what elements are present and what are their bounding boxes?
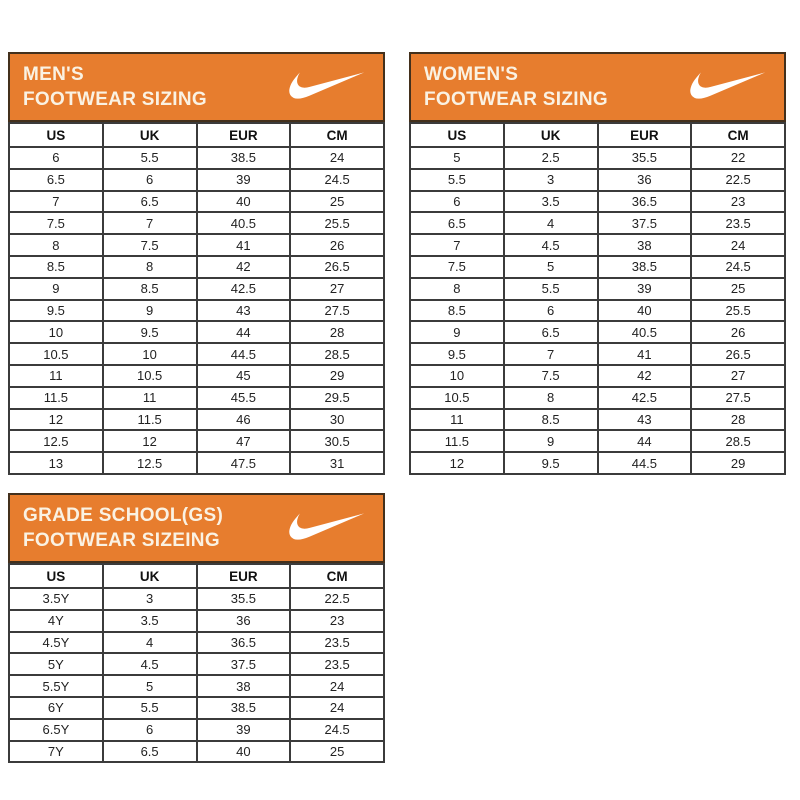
table-cell: 40 <box>598 300 692 322</box>
table-cell: 24.5 <box>290 719 384 741</box>
column-header-us: US <box>9 564 103 588</box>
column-header-uk: UK <box>103 123 197 147</box>
table-cell: 7.5 <box>504 365 598 387</box>
table-cell: 29 <box>290 365 384 387</box>
table-cell: 40 <box>197 741 291 763</box>
table-cell: 4 <box>103 632 197 654</box>
table-row <box>9 169 384 191</box>
table-cell: 9.5 <box>410 343 504 365</box>
table-cell: 24 <box>691 234 785 256</box>
table-cell: 12 <box>103 430 197 452</box>
table-cell: 23.5 <box>290 632 384 654</box>
womens-sizing-section <box>409 52 786 475</box>
table-cell: 10 <box>410 365 504 387</box>
table-cell: 6 <box>103 169 197 191</box>
table-cell: 8 <box>9 234 103 256</box>
mens-header-band <box>8 52 385 122</box>
womens-header-band <box>409 52 786 122</box>
table-cell: 5.5 <box>504 278 598 300</box>
table-cell: 5.5 <box>410 169 504 191</box>
table-cell: 42.5 <box>598 387 692 409</box>
table-cell: 8.5 <box>410 300 504 322</box>
table-cell: 37.5 <box>197 653 291 675</box>
table-cell: 7.5 <box>410 256 504 278</box>
table-cell: 3.5Y <box>9 588 103 610</box>
table-cell: 10.5 <box>103 365 197 387</box>
table-cell: 45.5 <box>197 387 291 409</box>
table-row <box>9 588 384 610</box>
column-header-uk: UK <box>504 123 598 147</box>
table-cell: 3 <box>504 169 598 191</box>
table-cell: 7Y <box>9 741 103 763</box>
table-cell: 37.5 <box>598 212 692 234</box>
table-row <box>410 278 785 300</box>
table-cell: 8.5 <box>504 409 598 431</box>
column-header-row <box>9 123 384 147</box>
column-header-us: US <box>410 123 504 147</box>
table-row <box>9 387 384 409</box>
table-row <box>410 234 785 256</box>
table-cell: 7.5 <box>103 234 197 256</box>
table-row <box>9 365 384 387</box>
table-cell: 5 <box>103 675 197 697</box>
womens-size-table <box>409 122 786 475</box>
table-cell: 42 <box>598 365 692 387</box>
table-cell: 29 <box>691 452 785 474</box>
table-cell: 26 <box>290 234 384 256</box>
table-cell: 4Y <box>9 610 103 632</box>
table-cell: 7 <box>410 234 504 256</box>
table-cell: 5.5 <box>103 147 197 169</box>
table-cell: 46 <box>197 409 291 431</box>
table-cell: 11 <box>103 387 197 409</box>
table-cell: 47 <box>197 430 291 452</box>
table-cell: 27 <box>290 278 384 300</box>
table-cell: 6 <box>9 147 103 169</box>
table-cell: 6 <box>504 300 598 322</box>
table-cell: 22.5 <box>290 588 384 610</box>
table-cell: 22 <box>691 147 785 169</box>
table-cell: 7 <box>103 212 197 234</box>
table-cell: 4 <box>504 212 598 234</box>
table-cell: 10.5 <box>410 387 504 409</box>
table-cell: 36 <box>197 610 291 632</box>
table-cell: 6.5 <box>504 321 598 343</box>
table-cell: 12.5 <box>103 452 197 474</box>
table-cell: 5.5 <box>103 697 197 719</box>
column-header-eur: EUR <box>197 564 291 588</box>
table-cell: 38.5 <box>197 697 291 719</box>
mens-size-table <box>8 122 385 475</box>
table-cell: 44.5 <box>598 452 692 474</box>
table-row <box>9 300 384 322</box>
table-row <box>410 343 785 365</box>
table-cell: 9 <box>9 278 103 300</box>
table-row <box>9 653 384 675</box>
table-row <box>410 212 785 234</box>
table-cell: 25 <box>691 278 785 300</box>
table-cell: 9.5 <box>103 321 197 343</box>
table-cell: 12 <box>9 409 103 431</box>
table-cell: 11 <box>410 409 504 431</box>
table-row <box>9 452 384 474</box>
table-cell: 8 <box>410 278 504 300</box>
table-row <box>9 741 384 763</box>
table-cell: 38.5 <box>197 147 291 169</box>
table-row <box>410 452 785 474</box>
table-row <box>9 610 384 632</box>
table-cell: 27 <box>691 365 785 387</box>
table-cell: 26.5 <box>290 256 384 278</box>
table-cell: 36.5 <box>197 632 291 654</box>
table-cell: 28 <box>290 321 384 343</box>
table-cell: 23 <box>691 191 785 213</box>
table-row <box>9 234 384 256</box>
table-cell: 7.5 <box>9 212 103 234</box>
table-cell: 9 <box>504 430 598 452</box>
table-cell: 26 <box>691 321 785 343</box>
table-cell: 44 <box>197 321 291 343</box>
table-cell: 47.5 <box>197 452 291 474</box>
table-cell: 26.5 <box>691 343 785 365</box>
table-cell: 6.5 <box>410 212 504 234</box>
table-cell: 23.5 <box>691 212 785 234</box>
table-cell: 11 <box>9 365 103 387</box>
grade-school-header-band <box>8 493 385 563</box>
table-cell: 12 <box>410 452 504 474</box>
table-cell: 24.5 <box>290 169 384 191</box>
table-cell: 3 <box>103 588 197 610</box>
table-cell: 25 <box>290 741 384 763</box>
table-cell: 44.5 <box>197 343 291 365</box>
column-header-eur: EUR <box>197 123 291 147</box>
column-header-row <box>9 564 384 588</box>
table-cell: 31 <box>290 452 384 474</box>
table-cell: 38 <box>598 234 692 256</box>
column-header-us: US <box>9 123 103 147</box>
table-cell: 45 <box>197 365 291 387</box>
table-row <box>9 278 384 300</box>
table-cell: 38.5 <box>598 256 692 278</box>
table-row <box>9 632 384 654</box>
column-header-cm: CM <box>290 123 384 147</box>
womens-title-line1: WOMEN'S <box>424 63 519 85</box>
table-cell: 8.5 <box>9 256 103 278</box>
table-row <box>410 321 785 343</box>
table-cell: 28.5 <box>290 343 384 365</box>
table-row <box>9 409 384 431</box>
womens-title-line2: FOOTWEAR SIZING <box>424 89 608 110</box>
table-cell: 11.5 <box>103 409 197 431</box>
mens-title <box>23 62 207 112</box>
table-cell: 11.5 <box>9 387 103 409</box>
table-cell: 9.5 <box>504 452 598 474</box>
grade-school-sizing-section <box>8 493 385 763</box>
table-row <box>9 430 384 452</box>
table-cell: 7 <box>504 343 598 365</box>
table-cell: 35.5 <box>197 588 291 610</box>
column-header-cm: CM <box>691 123 785 147</box>
table-cell: 24 <box>290 697 384 719</box>
table-cell: 42.5 <box>197 278 291 300</box>
table-cell: 30 <box>290 409 384 431</box>
table-cell: 42 <box>197 256 291 278</box>
table-cell: 6 <box>103 719 197 741</box>
table-cell: 6 <box>410 191 504 213</box>
table-cell: 13 <box>9 452 103 474</box>
table-row <box>410 147 785 169</box>
mens-title-line2: FOOTWEAR SIZING <box>23 89 207 110</box>
table-cell: 9 <box>103 300 197 322</box>
grade-school-size-table <box>8 563 385 763</box>
table-cell: 29.5 <box>290 387 384 409</box>
table-row <box>9 343 384 365</box>
table-cell: 9 <box>410 321 504 343</box>
table-cell: 28 <box>691 409 785 431</box>
table-cell: 40 <box>197 191 291 213</box>
table-cell: 24 <box>290 675 384 697</box>
table-cell: 43 <box>598 409 692 431</box>
table-row <box>9 719 384 741</box>
mens-title-line1: MEN'S <box>23 63 84 85</box>
table-cell: 5 <box>504 256 598 278</box>
table-row <box>9 256 384 278</box>
table-cell: 8 <box>504 387 598 409</box>
table-cell: 2.5 <box>504 147 598 169</box>
table-row <box>9 675 384 697</box>
nike-swoosh-icon <box>289 509 365 544</box>
nike-swoosh-icon <box>289 68 365 103</box>
table-cell: 3.5 <box>103 610 197 632</box>
table-cell: 25.5 <box>290 212 384 234</box>
table-cell: 6.5 <box>103 191 197 213</box>
mens-sizing-section <box>8 52 385 475</box>
table-row <box>410 409 785 431</box>
table-row <box>410 169 785 191</box>
table-cell: 6.5Y <box>9 719 103 741</box>
table-cell: 5.5Y <box>9 675 103 697</box>
table-row <box>410 256 785 278</box>
table-cell: 25.5 <box>691 300 785 322</box>
grade-school-title-line2: FOOTWEAR SIZEING <box>23 530 220 551</box>
womens-title <box>424 62 608 112</box>
table-row <box>9 191 384 213</box>
table-cell: 5 <box>410 147 504 169</box>
table-cell: 5Y <box>9 653 103 675</box>
table-cell: 27.5 <box>691 387 785 409</box>
table-cell: 40.5 <box>197 212 291 234</box>
table-cell: 40.5 <box>598 321 692 343</box>
table-cell: 41 <box>197 234 291 256</box>
table-cell: 35.5 <box>598 147 692 169</box>
table-cell: 39 <box>197 169 291 191</box>
column-header-cm: CM <box>290 564 384 588</box>
table-cell: 4.5 <box>103 653 197 675</box>
table-row <box>9 321 384 343</box>
table-row <box>9 212 384 234</box>
table-cell: 8.5 <box>103 278 197 300</box>
table-cell: 23 <box>290 610 384 632</box>
table-cell: 3.5 <box>504 191 598 213</box>
table-row <box>410 430 785 452</box>
table-cell: 24.5 <box>691 256 785 278</box>
table-cell: 44 <box>598 430 692 452</box>
table-cell: 41 <box>598 343 692 365</box>
grade-school-title-line1: GRADE SCHOOL(GS) <box>23 504 224 526</box>
table-cell: 6.5 <box>103 741 197 763</box>
column-header-eur: EUR <box>598 123 692 147</box>
table-cell: 39 <box>197 719 291 741</box>
table-cell: 24 <box>290 147 384 169</box>
column-header-row <box>410 123 785 147</box>
table-cell: 4.5 <box>504 234 598 256</box>
table-cell: 7 <box>9 191 103 213</box>
table-cell: 36.5 <box>598 191 692 213</box>
table-row <box>410 191 785 213</box>
table-cell: 4.5Y <box>9 632 103 654</box>
table-cell: 43 <box>197 300 291 322</box>
table-row <box>410 365 785 387</box>
grade-school-title <box>23 503 223 553</box>
table-cell: 8 <box>103 256 197 278</box>
table-row <box>410 300 785 322</box>
table-cell: 9.5 <box>9 300 103 322</box>
table-row <box>9 697 384 719</box>
table-cell: 27.5 <box>290 300 384 322</box>
table-cell: 30.5 <box>290 430 384 452</box>
column-header-uk: UK <box>103 564 197 588</box>
table-cell: 10 <box>103 343 197 365</box>
table-cell: 38 <box>197 675 291 697</box>
table-row <box>410 387 785 409</box>
table-cell: 6Y <box>9 697 103 719</box>
table-cell: 12.5 <box>9 430 103 452</box>
table-cell: 23.5 <box>290 653 384 675</box>
nike-swoosh-icon <box>690 68 766 103</box>
table-cell: 25 <box>290 191 384 213</box>
table-cell: 6.5 <box>9 169 103 191</box>
table-cell: 11.5 <box>410 430 504 452</box>
table-cell: 22.5 <box>691 169 785 191</box>
table-cell: 28.5 <box>691 430 785 452</box>
table-cell: 10 <box>9 321 103 343</box>
table-cell: 39 <box>598 278 692 300</box>
table-cell: 10.5 <box>9 343 103 365</box>
table-row <box>9 147 384 169</box>
table-cell: 36 <box>598 169 692 191</box>
